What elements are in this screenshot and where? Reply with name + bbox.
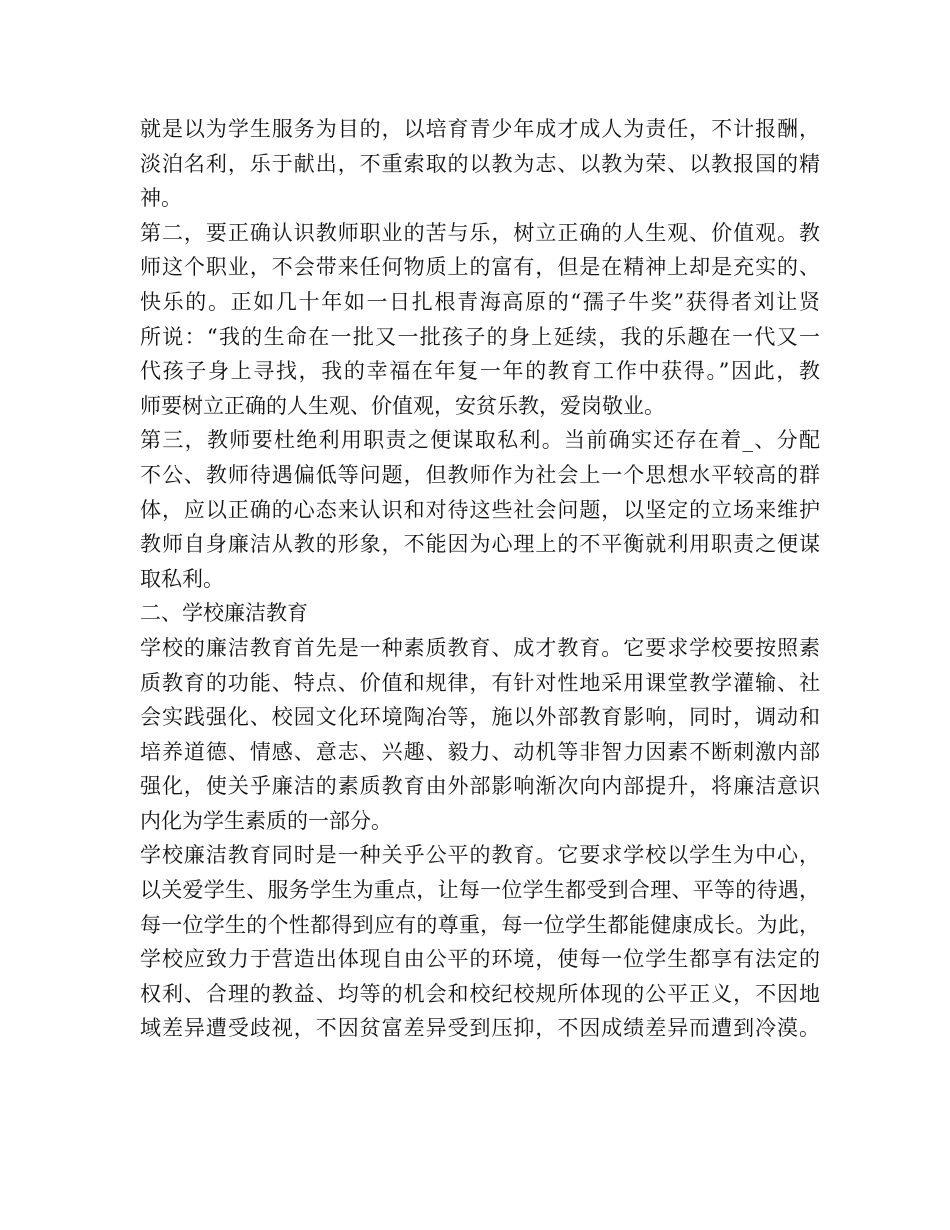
text-line: 域差异遭受歧视，不因贫富差异受到压抑，不因成绩差异而遭到冷漠。 [140, 1016, 820, 1041]
text-line: 教师自身廉洁从教的形象，不能因为心理上的不平衡就利用职责之便谋 [140, 532, 820, 557]
text-line: 就是以为学生服务为目的，以培育青少年成才成人为责任，不计报酬， [140, 117, 820, 141]
text-line: 取私利。 [140, 566, 224, 591]
text-line: 师这个职业，不会带来任何物质上的富有，但是在精神上却是充实的、 [140, 255, 820, 280]
text-line: 学校的廉洁教育首先是一种素质教育、成才教育。它要求学校要按照素 [140, 635, 820, 660]
text-line: 第二，要正确认识教师职业的苦与乐，树立正确的人生观、价值观。教 [140, 220, 820, 245]
text-line: 快乐的。正如几十年如一日扎根青海高原的“孺子牛奖”获得者刘让贤 [140, 289, 820, 314]
text-line: 淡泊名利，乐于献出，不重索取的以教为志、以教为荣、以教报国的精 [140, 151, 820, 176]
text-line: 学校应致力于营造出体现自由公平的环境，使每一位学生都享有法定的 [140, 947, 820, 972]
text-line: 神。 [140, 186, 182, 211]
text-line: 内化为学生素质的一部分。 [140, 808, 392, 833]
text-line: 所说：“我的生命在一批又一批孩子的身上延续，我的乐趣在一代又一 [140, 324, 820, 349]
text-line: 每一位学生的个性都得到应有的尊重，每一位学生都能健康成长。为此， [140, 912, 820, 937]
text-line: 体，应以正确的心态来认识和对待这些社会问题，以坚定的立场来维护 [140, 497, 820, 522]
section-heading: 二、学校廉洁教育 [140, 601, 308, 626]
text-line: 以关爱学生、服务学生为重点，让每一位学生都受到合理、平等的待遇， [140, 878, 820, 903]
text-line: 质教育的功能、特点、价值和规律，有针对性地采用课堂教学灌输、社 [140, 670, 820, 695]
document-body [140, 112, 820, 1046]
text-line: 会实践强化、校园文化环境陶冶等，施以外部教育影响，同时，调动和 [140, 705, 820, 730]
text-line: 权利、合理的教益、均等的机会和校纪校规所体现的公平正义，不因地 [140, 981, 820, 1006]
text-line: 师要树立正确的人生观、价值观，安贫乐教，爱岗敬业。 [140, 393, 665, 418]
text-line: 强化，使关乎廉洁的素质教育由外部影响渐次向内部提升，将廉洁意识 [140, 774, 820, 799]
text-line: 不公、教师待遇偏低等问题，但教师作为社会上一个思想水平较高的群 [140, 462, 820, 487]
text-line: 培养道德、情感、意志、兴趣、毅力、动机等非智力因素不断刺激内部 [140, 739, 820, 764]
text-line: 代孩子身上寻找，我的幸福在年复一年的教育工作中获得。”因此，教 [140, 359, 820, 384]
text-line: 第三，教师要杜绝利用职责之便谋取私利。当前确实还存在着_、分配 [140, 428, 820, 453]
text-line: 学校廉洁教育同时是一种关乎公平的教育。它要求学校以学生为中心， [140, 843, 820, 868]
